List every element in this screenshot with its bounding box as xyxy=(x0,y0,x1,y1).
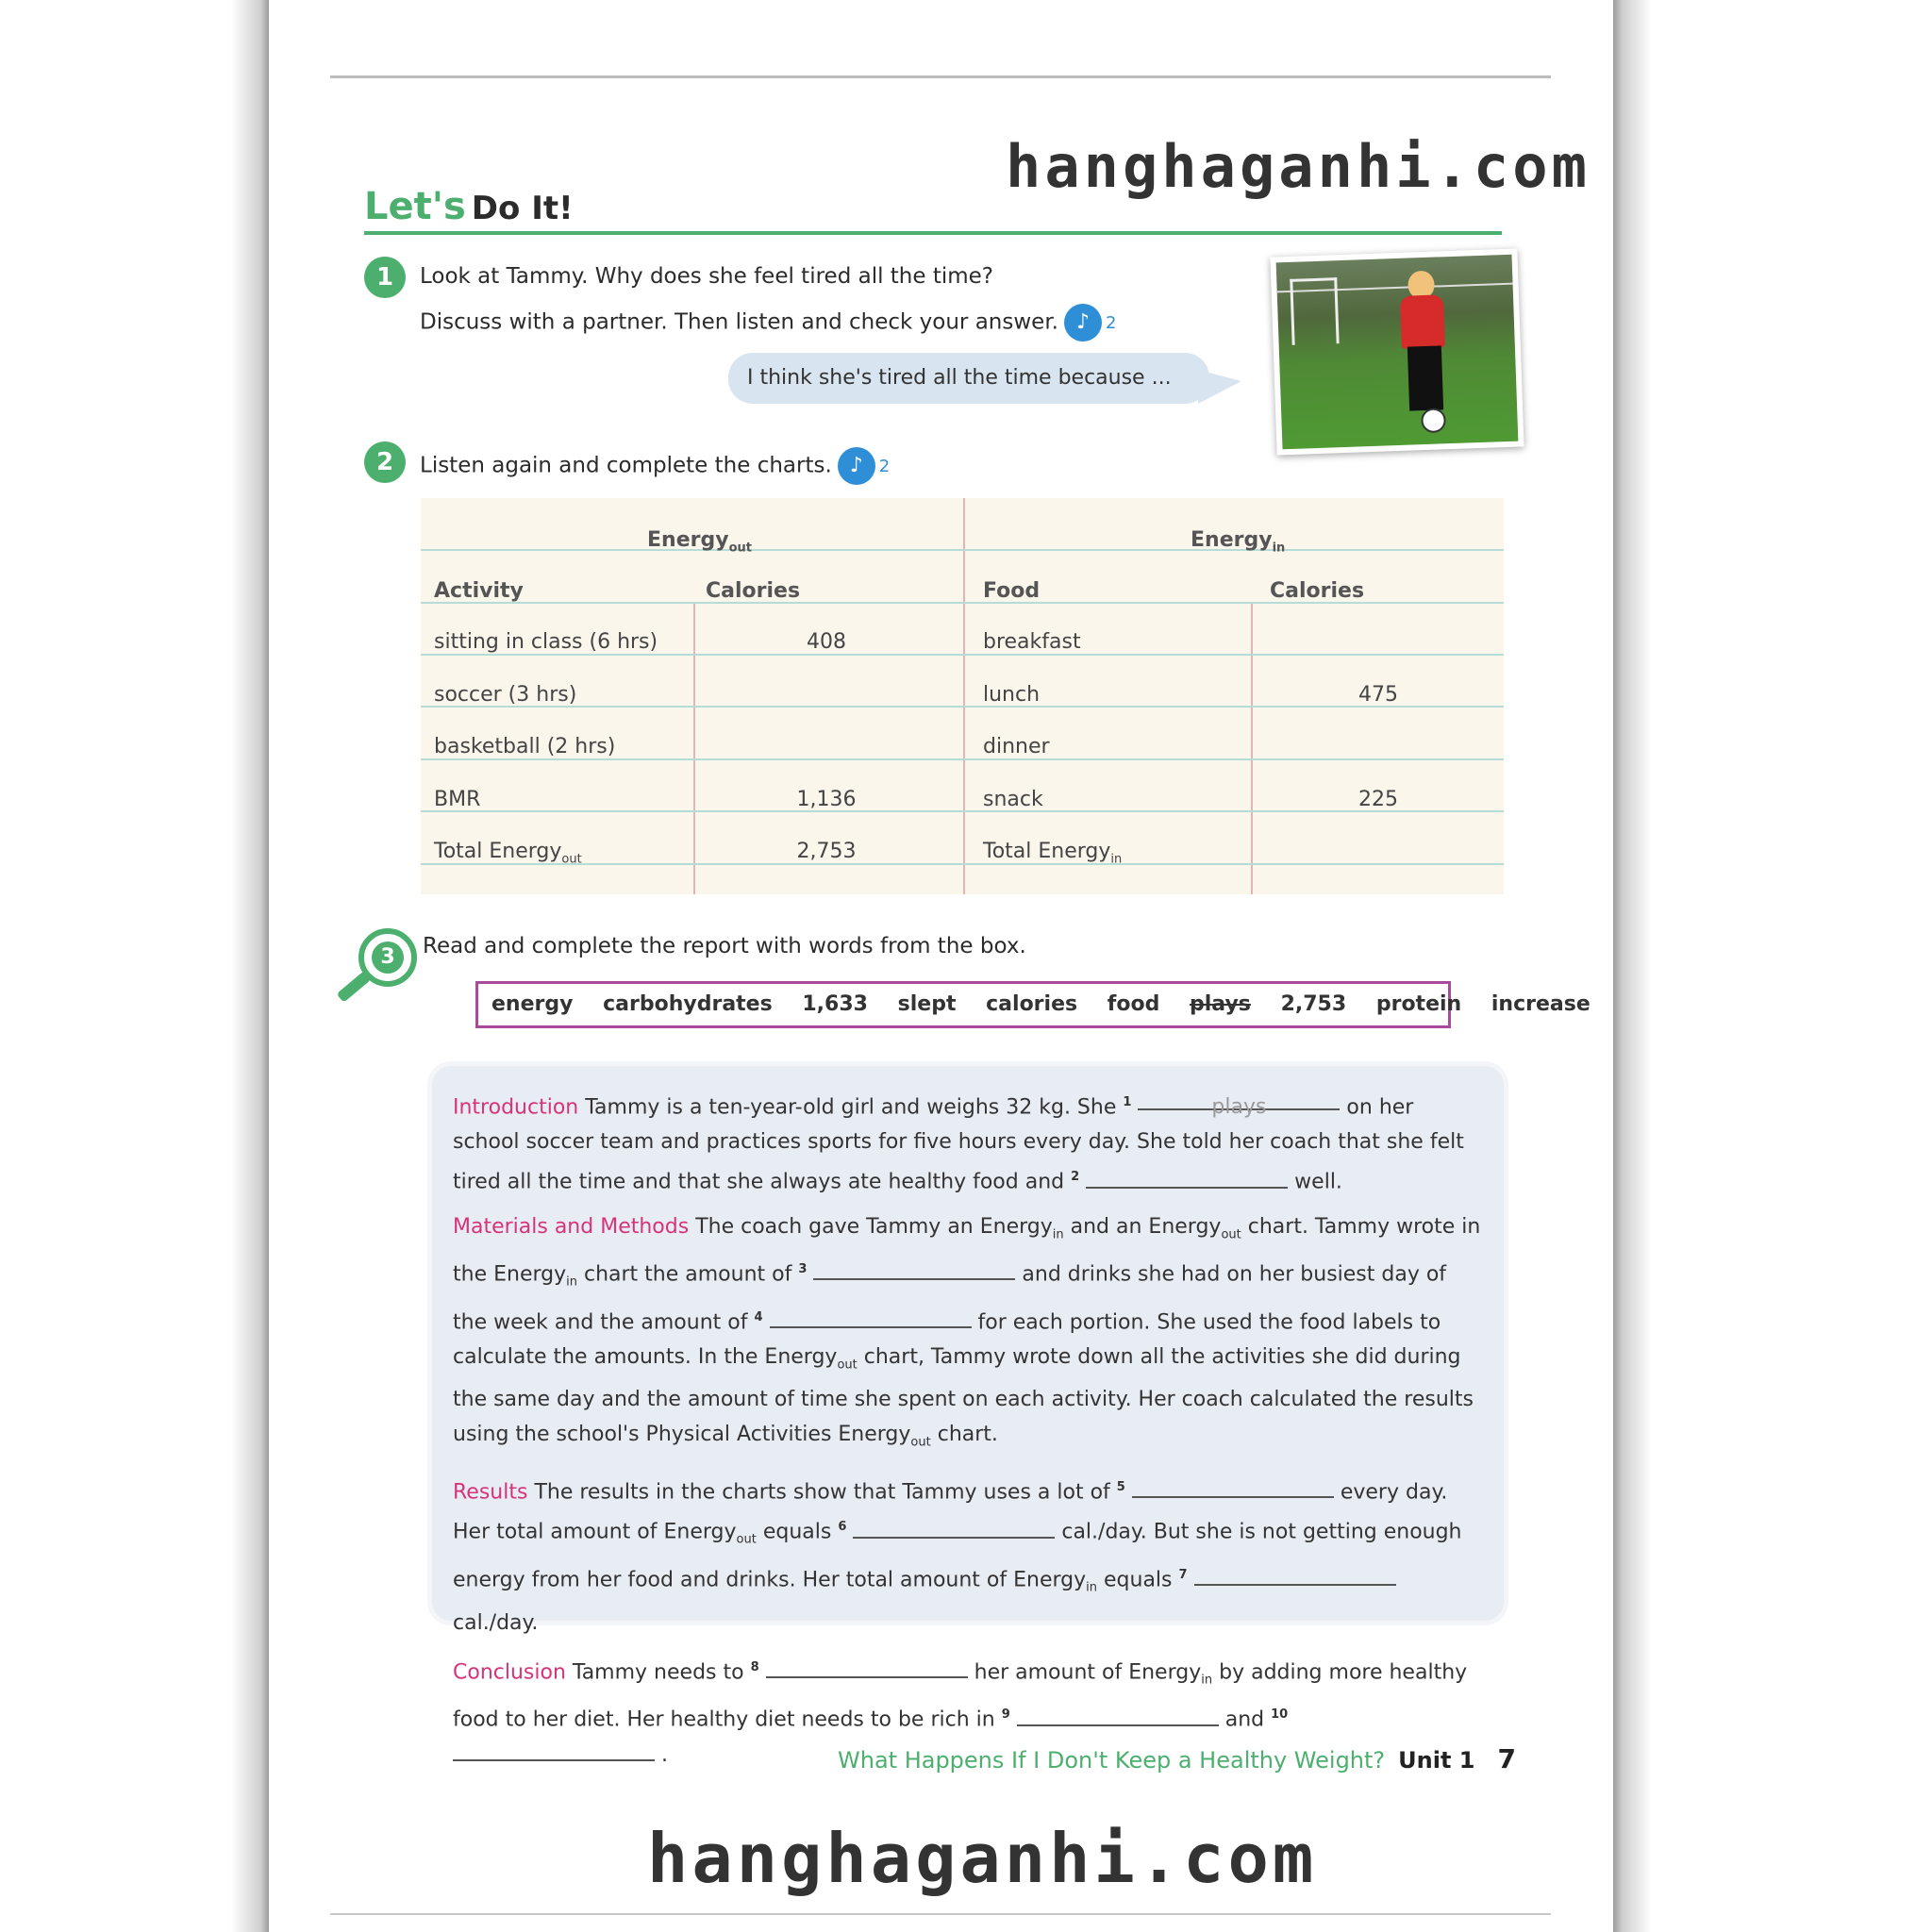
q3-instruction: Read and complete the report with words from the box. xyxy=(423,934,1026,958)
word-item: energy xyxy=(491,992,574,1016)
chart-divider xyxy=(963,498,965,894)
in-row-label: lunch xyxy=(983,683,1041,707)
q2-instruction xyxy=(420,447,890,485)
question-number-1: 1 xyxy=(364,257,406,298)
footer-unit-title: What Happens If I Don't Keep a Healthy Weight? xyxy=(838,1747,1386,1774)
word-item: food xyxy=(1107,992,1160,1016)
word-box xyxy=(475,981,1591,1028)
title-doit: Do It! xyxy=(471,190,574,227)
section-title xyxy=(364,185,574,228)
answer-blank-5[interactable] xyxy=(1132,1477,1334,1498)
audio-track-number: 2 xyxy=(878,456,891,476)
energy-out-title: Energy$_{out}$ xyxy=(647,528,752,556)
answer-blank-9[interactable] xyxy=(1017,1706,1219,1726)
word-item: carbohydrates xyxy=(603,992,773,1016)
speech-bubble-tail xyxy=(1198,370,1241,404)
section-label-results: Results xyxy=(453,1480,528,1505)
word-item: increase xyxy=(1491,992,1591,1016)
photo-player-legs xyxy=(1407,345,1443,410)
word-item: 2,753 xyxy=(1280,992,1347,1016)
col-food: Food xyxy=(983,579,1041,603)
chart-rule xyxy=(421,654,1504,656)
in-row-label: Total Energy$_{in}$ xyxy=(983,840,1123,867)
title-rule xyxy=(364,231,1502,235)
speech-bubble: I think she's tired all the time because ... xyxy=(728,353,1209,404)
audio-play-icon[interactable]: ♪ xyxy=(838,447,875,485)
bottom-rule xyxy=(330,1913,1551,1915)
page-shadow-left xyxy=(0,0,269,1932)
word-item: 1,633 xyxy=(802,992,868,1016)
report-conclusion: Conclusion Tammy needs to $^8$ her amount of Energy$_{in}$ by adding more healthy food to her diet. Her healthy diet needs to be rich in $^9$ and $^{10}$ . xyxy=(453,1650,1483,1773)
q1-line2-text: Discuss with a partner. Then listen and check your answer. xyxy=(420,309,1058,335)
word-item: calories xyxy=(986,992,1078,1016)
chart-rule xyxy=(421,863,1504,865)
page-shadow-right xyxy=(1613,0,1932,1932)
chart-rule xyxy=(421,549,1504,551)
q1-line2 xyxy=(420,304,1116,341)
col-calories-out: Calories xyxy=(706,579,801,603)
chart-divider xyxy=(1251,602,1253,894)
report-introduction: Introduction Tammy is a ten-year-old girl and weighs 32 kg. She $^1$ plays on her school soccer team and practices sports for five hours every day. She told her coach that she felt tired all the time and that she always ate healthy food and $^2$ well. xyxy=(453,1085,1483,1200)
watermark-top: hanghaganhi.com xyxy=(1006,132,1591,201)
out-row-label: basketball (2 hrs) xyxy=(434,735,616,758)
out-row-value: 1,136 xyxy=(796,788,857,811)
section-label-introduction: Introduction xyxy=(453,1095,579,1120)
audio-track-number: 2 xyxy=(1105,312,1117,333)
out-row-label: Total Energy$_{out}$ xyxy=(434,840,582,867)
page-footer xyxy=(838,1743,1516,1774)
in-row-label: snack xyxy=(983,788,1043,811)
chart-divider xyxy=(693,602,695,894)
answer-blank-8[interactable] xyxy=(766,1657,968,1678)
in-row-label: dinner xyxy=(983,735,1050,758)
top-rule xyxy=(330,75,1551,78)
page-number: 7 xyxy=(1497,1743,1516,1774)
question-number-2: 2 xyxy=(364,441,406,483)
out-row-label: BMR xyxy=(434,788,481,811)
in-row-label: breakfast xyxy=(983,630,1081,654)
photo-player-shirt xyxy=(1400,294,1445,349)
word-item: protein xyxy=(1375,992,1462,1016)
answer-blank-3[interactable] xyxy=(813,1259,1015,1280)
q2-text: Listen again and complete the charts. xyxy=(420,453,832,478)
answer-blank-1[interactable]: plays xyxy=(1138,1090,1340,1110)
title-lets: Let's xyxy=(364,185,466,228)
word-item-struck: plays xyxy=(1190,992,1251,1016)
section-label-materials-methods: Materials and Methods xyxy=(453,1214,690,1239)
out-row-value: 408 xyxy=(807,630,846,654)
photo-soccer-ball xyxy=(1421,408,1446,433)
magnifier-icon xyxy=(358,928,417,987)
watermark-bottom: hanghaganhi.com xyxy=(647,1819,1318,1898)
question-number-3: 3 xyxy=(372,941,404,974)
chart-rule xyxy=(421,758,1504,760)
energy-chart xyxy=(421,498,1504,894)
out-row-value: 2,753 xyxy=(796,840,857,863)
in-row-value: 225 xyxy=(1358,788,1398,811)
answer-blank-10[interactable] xyxy=(453,1740,655,1761)
energy-in-title: Energy$_{in}$ xyxy=(1191,528,1286,556)
section-label-conclusion: Conclusion xyxy=(453,1659,566,1684)
out-row-label: soccer (3 hrs) xyxy=(434,683,577,707)
in-row-value: 475 xyxy=(1358,683,1398,707)
out-row-label: sitting in class (6 hrs) xyxy=(434,630,658,654)
q1-line1: Look at Tammy. Why does she feel tired all the time? xyxy=(420,264,994,289)
col-calories-in: Calories xyxy=(1270,579,1365,603)
audio-play-icon[interactable]: ♪ xyxy=(1064,304,1102,341)
photo-scene xyxy=(1276,255,1519,450)
answer-blank-2[interactable] xyxy=(1086,1168,1288,1189)
tammy-soccer-photo xyxy=(1270,248,1524,455)
photo-goalpost xyxy=(1290,277,1339,345)
answer-blank-4[interactable] xyxy=(770,1307,972,1328)
report-results: Results The results in the charts show that Tammy uses a lot of $^5$ every day. Her total amount of Energy$_{out}$ equals $^6$ cal./day. But she is not getting enough energy from her food and drinks. Her total amount of Energy$_{in}$ equals $^7$ cal./day. xyxy=(453,1470,1483,1641)
report-materials-methods: Materials and Methods The coach gave Tammy an Energy$_{in}$ and an Energy$_{out}$ chart. Tammy wrote in the Energy$_{in}$ chart the amount of $^3$ and drinks she had on her busiest day of the week and the amount of $^4$ for each portion. She used the food labels to calculate the amounts. In the Energy$_{out}$ chart, Tammy wrote down all the activities she did during the same day and the amount of time she spent on each activity. Her coach calculated the results using the school's Physical Activities Energy$_{out}$ chart. xyxy=(453,1214,1481,1450)
footer-unit: Unit 1 xyxy=(1398,1747,1475,1774)
col-activity: Activity xyxy=(434,579,524,603)
answer-blank-7[interactable] xyxy=(1194,1565,1396,1586)
answer-blank-6[interactable] xyxy=(853,1518,1055,1539)
word-item: slept xyxy=(897,992,957,1016)
